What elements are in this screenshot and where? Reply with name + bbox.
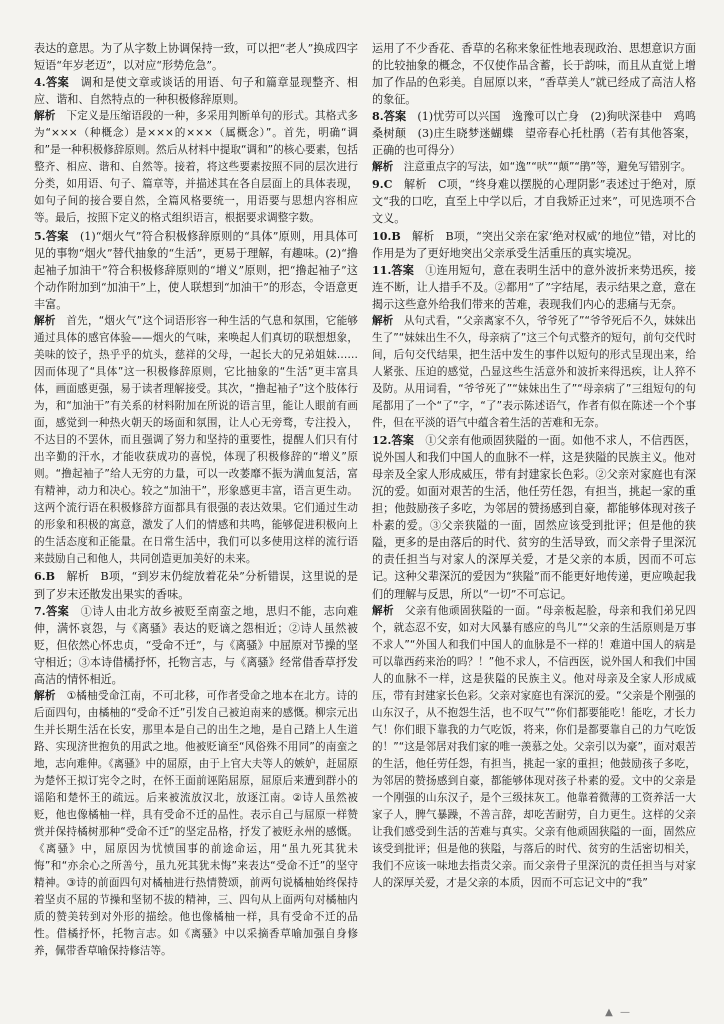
explanation-item [372,313,696,432]
paragraph-text: 表达的意思。为了从字数上协调保持一致，可以把“老人”换成四字短语“年岁老迈”，以对应“形势危急”。 [34,42,358,73]
question-number: 12. [372,434,392,448]
continued-text [372,40,696,108]
right-column [372,40,696,1006]
answer-label: B [391,229,401,243]
answer-item [34,568,358,602]
explanation-text: 下定义是压缩语段的一种，多采用判断单句的形式。其格式多为“×××（种概念）是×××的×××（属概念）”。首先，明确“调和”是一种积极修辞原则。然后从材料中提取“调和”的核心要素，包括整齐、相应、谐和、自然等。接着，将这些要素按照不同的层次进行分类，如用语、句子、篇章等，并描述其在各自层面上的具体表现，如句子间的接合要自然，全篇风格要统一，用语要与思想内容相应等。最后，按照下定义的格式组织语言，根据要求调整字数。 [34,110,358,225]
answer-item [34,603,358,688]
answer-text: (1)“烟火气”符合积极修辞原则的“具体”原则，用具体可见的事物“烟火”替代抽象的“生活”，更易于理解，有趣味。(2)“撸起袖子加油干”符合积极修辞原则的“增义”原则，把“撸起袖子”这个动作附加到“加油干”上，使人联想到“加油干”的形态，令语意更丰富。 [34,229,358,311]
answer-item [372,176,696,227]
answer-label: B [45,570,55,584]
answer-item [372,262,696,313]
question-number: 9. [372,178,384,192]
answer-text: 调和是使文章或谈话的用语、句子和篇章显现整齐、相应、谐和、自然特点的一种积极修辞原则。 [34,76,358,107]
explanation-label: 解析 [34,314,56,327]
explanation-label: 解析 [34,110,56,123]
answer-text: ①父亲有他顽固狭隘的一面。如他不求人，不信西医，说外国人和我们中国人的血脉不一样，这是狭隘的民族主义。他对母亲及全家人形成威压，带有封建家长色彩。②父亲对家庭也有深沉的爱。如面对艰苦的生活，他任劳任怨，有担当，挑起一家的重担；他鼓励孩子多吃，为邻居的赞扬感到自豪，都能够体现对孩子朴素的爱。③父亲狭隘的一面，固然应该受到批评；但是他的狭隘，更多的是由落后的时代、贫穷的生活导致，而父亲骨子里深沉的责任担当与对家人的深厚关爱，才是父亲的本质，因而不可忘记。这种父辈深沉的爱因为“狭隘”而不能更好地传递，更应唤起我们的理解与反思，所以“一切”不可忘记。 [372,434,696,601]
answer-label: C [383,178,393,192]
explanation-item [34,688,358,961]
answer-text: 解析 B项，“到岁末仍绽放着花朵”分析错误，这里说的是到了岁末还散发出果实的香味。 [34,570,358,601]
explanation-text: 父亲有他顽固狭隘的一面。“母亲板起脸，母亲和我们弟兄四个，就态忍不安，如对大风暴有感应的鸟儿”“父亲的生活原则是万事不求人”“外国人和我们中国人的血脉是不一样的！难道中国人的病是可以靠西药来治的吗？！”他不求人，不信西医，说外国人和我们中国人的血脉不一样，这是狭隘的民族主义。他对母亲及全家人形成威压，带有封建家长色彩。父亲对家庭也有深沉的爱。“父亲是个刚强的山东汉子，从不抱怨生活，也不叹气”“你们都要能吃！能吃，才长力气！你们眼下靠我的力气吃饭，将来，你们是都要靠自己的力气吃饭的！”“这是邻居对我们家的唯一羡慕之处。父亲引以为豪”，面对艰苦的生活，他任劳任怨，有担当，挑起一家的重担；他鼓励孩子多吃，为邻居的赞扬感到自豪，都能够体现对孩子朴素的爱。文中的父亲是一个刚强的山东汉子，是个三级抹灰工。他靠着微薄的工资养活一大家子人，脾气暴躁，不善言辞，却吃苦耐劳，自力更生。这样的父亲让我们感受到生活的苦难与真实。父亲有他顽固狭隘的一面，固然应该受到批评；但是他的狭隘，与落后的时代、贫穷的生活密切相关，我们不应该一味地去指责父亲。而父亲骨子里深沉的责任担当与对家人的深厚关爱，才是父亲的本质，因而不可忘记文中的“我” [372,604,696,890]
explanation-label: 解析 [34,689,56,702]
explanation-text: ①橘柚受命江南，不可北移，可作者受命之地本在北方。诗的后面四句，由橘柚的“受命不迁”引发自己被迫南来的感慨。柳宗元出生并长期生活在长安，那里本是自己的出生之地，是自己踏上人生道路、实现济世抱负的用武之地。他被贬谪至“风俗殊不用同”的南蛮之地，志向难伸。《离骚》中的屈原，由于上官大夫等人的嫉妒，赶屈原为楚怀王拟订宪令之时，在怀王面前诬陷屈原，屈原后来遭到群小的谣陷和楚怀王的疏远。后来被流放汉北，放逐江南。②诗人虽然被贬，他也像橘柚一样，具有受命不迁的品性。表示自己与屈原一样赞赏并保持橘树那种“受命不迁”的坚定品格，抒发了被贬永州的感慨。《离骚》中，屈原因为忧愤国事的前途命运，用“虽九死其犹未悔”和“亦余心之所善兮，虽九死其犹未悔”来表达“受命不迁”的坚守精神。③诗的前面四句对橘柚进行热情赞颂，前两句说橘柚始终保持着坚贞不屈的节操和坚韧不拔的精神，三、四句从上面两句对橘柚内质的赞美转到对外形的描绘。他也像橘柚一样，具有受命不迁的品性。借橘抒怀，托物言志。如《离骚》中以采摘香草喻加强自身修养，佩带香草喻保持修洁等。 [34,689,358,958]
answer-item [34,74,358,108]
explanation-item [34,108,358,227]
explanation-label: 解析 [372,314,394,327]
explanation-text: 首先，“烟火气”这个词语形容一种生活的气息和氛围，它能够通过具体的感官体验——烟火的气味，来唤起人们真切的联想想象，美味的饺子，热乎乎的炕头，慈祥的父母，一起长大的兄弟姐妹……因而体现了“具体”这一积极修辞原则，它比抽象的“生活”更丰富具体，画面感更强，易于读者理解接受。其次，“撸起袖子”这个肢体行为，和“加油干”有关系的材料附加在所说的语言里，能让人眼前有画面，感觉到一种热火朝天的场面和氛围，让人心无旁骛，专注投入，不达目的不罢休，而且强调了努力和坚持的重要性，提醒人们只有付出辛勤的汗水，才能收获成功的喜悦，体现了积极修辞的“增义”原则。“撸起袖子”给人无穷的力量，可以一改萎靡不振为满血复活，富有精神，动力和决心。较之“加油干”，形象感更丰富，语言更生动。这两个流行语在积极修辞方面都具有很强的表达效果。它们通过生动的形象和积极的寓意，激发了人们的情感和共鸣，能够促进积极向上的生活态度和正能量。在日常生活中，我们可以多使用这样的流行语来鼓励自己和他人，共同创造更加美好的未来。 [34,314,358,566]
answer-label: 答案 [45,229,69,243]
answer-item [34,228,358,313]
explanation-item [34,313,358,569]
explanation-label: 解析 [372,161,394,174]
answer-label: 答案 [45,76,70,90]
question-number: 5. [34,229,46,243]
question-number: 4. [34,76,46,90]
explanation-text: 注意重点字的写法，如“逸”“吠”“颠”“鹃”等，避免写错别字。 [403,161,692,174]
answer-text: 解析 C项，“终身难以摆脱的心理阴影”表述过于绝对，原文“我的口吃，直至上中学以后，才自我矫正过来”，可见选项不合文义。 [372,178,696,226]
question-number: 10. [372,229,392,243]
answer-label: 答案 [391,263,415,277]
answer-text: ①诗人由北方故乡被贬至南蛮之地，思归不能，志向难伸，满怀哀怨，与《离骚》表达的贬谪之怨相近；②诗人虽然被贬，但依然心怀忠贞，“受命不迁”，与《离骚》中屈原对节操的坚守相近；③本诗借橘抒怀，托物言志，与《离骚》经常借香草抒发高洁的情怀相近。 [34,604,358,686]
answer-text: (1)忧劳可以兴国 逸豫可以亡身 (2)狗吠深巷中 鸡鸣桑树颠 (3)庄生晓梦迷蝴蝶 望帝春心托杜鹃（若有其他答案，正确的也可得分） [372,110,696,158]
explanation-text: 从句式看，“父亲离家不久，爷爷死了”“爷爷死后不久，妹妹出生了”“妹妹出生不久，母亲病了”这三个句式整齐的短句，前句交代时间，后句交代结果，把生活中发生的事件以短句的形式呈现出来，给人紧张、压迫的感觉，凸显这些生活意外和波折来得迅疾，让人猝不及防。从用词看，“爷爷死了”“妹妹出生了”“母亲病了”三组短句的句尾都用了一个“了”字，“了”表示陈述语气，作者有似在陈述一个个事件，但在平淡的语气中蕴含着生活的苦难和无奈。 [372,314,696,430]
answer-item [372,108,696,159]
answer-text: ①连用短句，意在表明生活中的意外波折来势迅疾，接连不断，让人措手不及。②都用“了”字结尾，表示结果之意，意在揭示这些意外给我们带来的苦难，表现我们内心的悲痛与无奈。 [372,263,696,311]
answer-text: 解析 B项，“突出父亲在家‘绝对权威’的地位”错，对比的作用是为了更好地突出父亲承受生活重压的真实境况。 [372,229,696,260]
explanation-label: 解析 [372,604,394,617]
question-number: 6. [34,570,46,584]
question-number: 7. [34,604,46,618]
answer-item [372,228,696,262]
answer-label: 答案 [391,434,415,448]
answer-label: 答案 [383,110,407,124]
answer-label: 答案 [45,604,70,618]
question-number: 11. [372,263,392,277]
answer-item [372,432,696,602]
page-mark: ▲ — [605,1007,632,1018]
continued-text [34,40,358,74]
question-number: 8. [372,110,384,124]
explanation-item [372,603,696,893]
explanation-item [372,159,696,176]
left-column [34,40,358,1006]
paragraph-text: 运用了不少香花、香草的名称来象征性地表现政治、思想意识方面的比较抽象的概念，不仅使作品含蓄，长于韵味，而且从直觉上增加了作品的色彩美。自屈原以来，“香草美人”就已经成了高洁人格的象征。 [372,42,696,107]
